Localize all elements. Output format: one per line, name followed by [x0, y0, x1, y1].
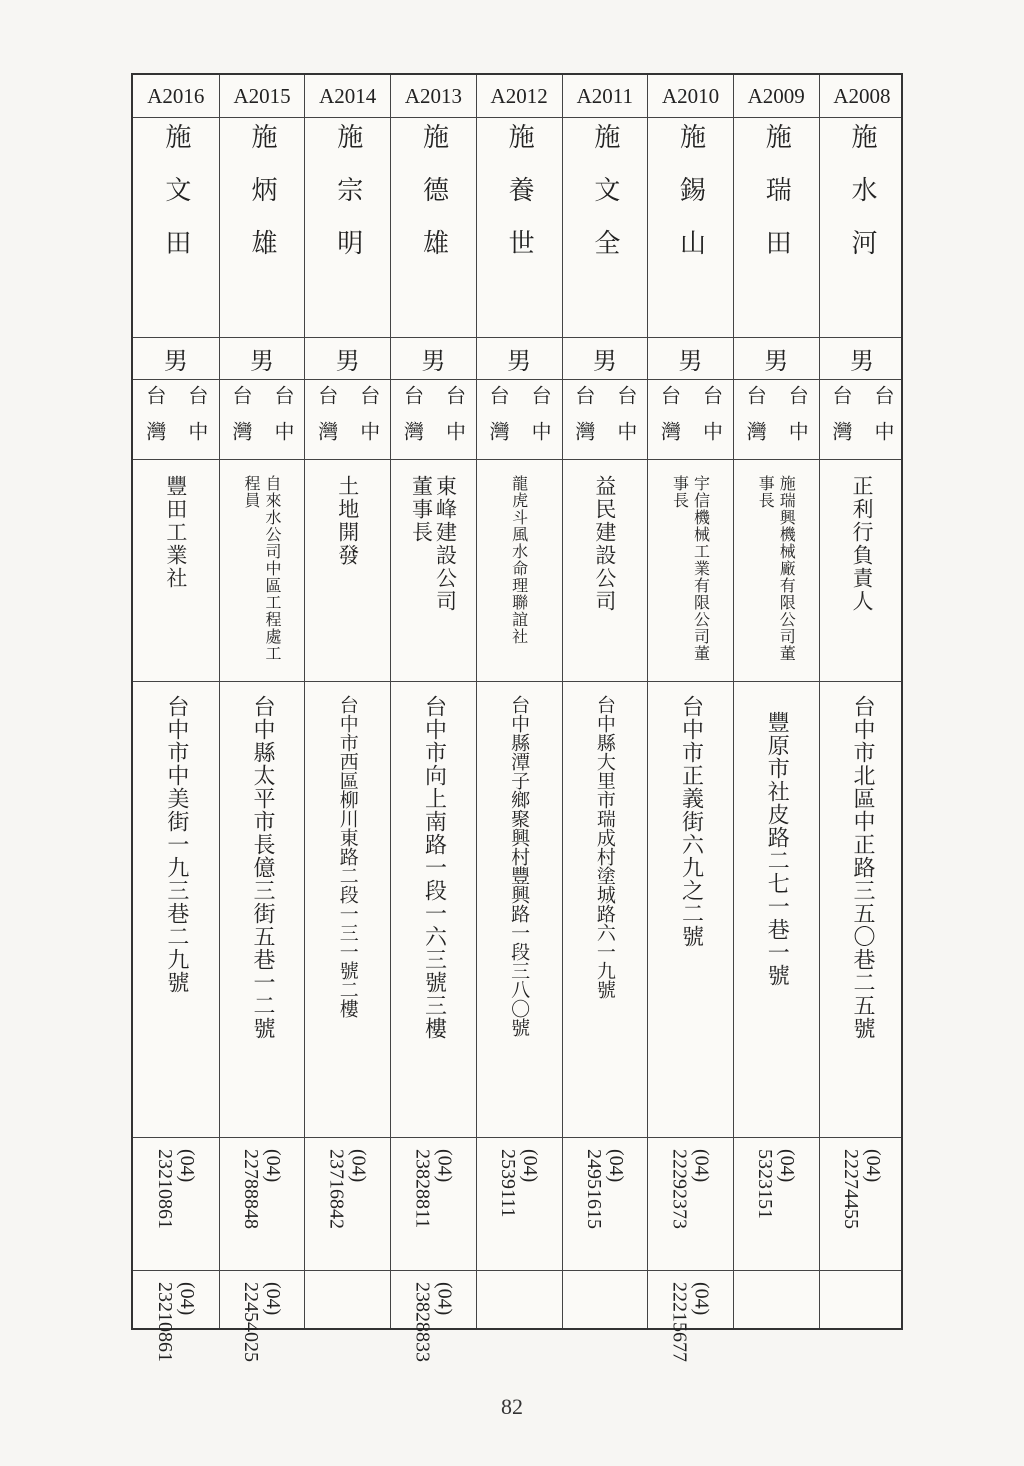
record-column — [819, 75, 905, 1328]
tel-number: 24951615 — [582, 1149, 605, 1229]
member-gender: 男 — [764, 346, 789, 375]
member-gender: 男 — [507, 346, 532, 375]
member-occupation: 自來水公司中區工程處工程員 — [242, 475, 283, 662]
record-column — [733, 75, 819, 1328]
member-gender: 男 — [592, 346, 617, 375]
member-table — [131, 73, 903, 1362]
member-code: A2012 — [490, 83, 548, 108]
member-address: 台中市北區中正路三五〇巷二五號 — [849, 695, 875, 1040]
member-occupation: 龍虎斗風水命理聯誼社 — [509, 475, 529, 645]
member-gender: 男 — [163, 346, 188, 375]
member-code: A2013 — [404, 83, 463, 108]
member-origin: 台灣 — [486, 385, 511, 457]
member-address: 台中市中美街一九三巷二九號 — [163, 695, 189, 994]
member-address: 豐原市社皮路二七一巷一號 — [764, 711, 790, 987]
tel-number: 22274455 — [839, 1149, 862, 1229]
member-name: 施文全 — [589, 123, 620, 282]
member-birthplace: 台中 — [699, 385, 724, 457]
tel-area-code: (04) — [604, 1149, 627, 1183]
member-birthplace: 台中 — [785, 385, 810, 457]
member-origin: 台灣 — [142, 385, 167, 457]
tel-area-code: (04) — [776, 1149, 799, 1183]
tel-number: 5323151 — [754, 1149, 777, 1219]
tel-area-code: (04) — [175, 1149, 198, 1183]
member-occupation: 宇信機械工業有限公司董事長 — [670, 475, 711, 662]
tel2-area-code: (04) — [690, 1282, 713, 1316]
tel-area-code: (04) — [433, 1149, 456, 1183]
tel-area-code: (04) — [861, 1149, 884, 1183]
member-name: 施錫山 — [675, 123, 706, 282]
member-name: 施養世 — [504, 123, 535, 282]
page-number: 82 — [501, 1394, 523, 1419]
member-birthplace: 台中 — [613, 385, 638, 457]
member-code: A2008 — [833, 83, 891, 108]
member-name: 施炳雄 — [247, 123, 278, 282]
member-gender: 男 — [849, 346, 874, 375]
tel2-area-code: (04) — [262, 1282, 285, 1316]
member-birthplace: 台中 — [528, 385, 553, 457]
tel-area-code: (04) — [519, 1149, 542, 1183]
tel-number: 2539111 — [497, 1149, 520, 1218]
member-gender: 男 — [335, 346, 360, 375]
member-address: 台中市向上南路一段一六三號三樓 — [421, 695, 447, 1040]
record-column — [133, 75, 219, 1362]
member-birthplace: 台中 — [870, 385, 895, 457]
member-occupation: 東峰建設公司董事長 — [409, 475, 458, 613]
tel2-area-code: (04) — [175, 1282, 198, 1316]
tel-number: 23716842 — [325, 1149, 348, 1229]
tel2-number: 23828833 — [411, 1282, 434, 1362]
record-column — [476, 75, 562, 1328]
tel2-number: 23210861 — [153, 1282, 176, 1362]
tel-number: 22292373 — [668, 1149, 691, 1229]
member-birthplace: 台中 — [184, 385, 209, 457]
member-origin: 台灣 — [828, 385, 853, 457]
tel2-area-code: (04) — [433, 1282, 456, 1316]
member-address: 台中市正義街六九之二號 — [678, 695, 704, 948]
member-address: 台中縣大里市瑞成村塗城路六一九號 — [593, 695, 616, 999]
member-origin: 台灣 — [229, 385, 254, 457]
member-address: 台中縣潭子鄉聚興村豐興路一段三八〇號 — [508, 695, 531, 1037]
record-column — [647, 75, 733, 1362]
member-birthplace: 台中 — [271, 385, 296, 457]
member-origin: 台灣 — [314, 385, 339, 457]
member-name: 施宗明 — [332, 123, 363, 282]
record-column — [304, 75, 390, 1328]
member-code: A2011 — [576, 83, 634, 108]
member-gender: 男 — [421, 346, 446, 375]
record-column — [390, 75, 476, 1362]
member-address: 台中縣太平市長億三街五巷一二號 — [250, 695, 276, 1040]
tel-number: 23210861 — [153, 1149, 176, 1229]
tel-area-code: (04) — [690, 1149, 713, 1183]
member-origin: 台灣 — [657, 385, 682, 457]
tel2-number: 22215677 — [668, 1282, 691, 1362]
member-birthplace: 台中 — [356, 385, 381, 457]
member-name: 施水河 — [846, 123, 877, 282]
tel-number: 23828811 — [411, 1149, 434, 1229]
member-origin: 台灣 — [571, 385, 596, 457]
record-column — [562, 75, 648, 1328]
member-origin: 台灣 — [743, 385, 768, 457]
member-birthplace: 台中 — [442, 385, 467, 457]
member-name: 施德雄 — [418, 123, 449, 282]
tel-area-code: (04) — [262, 1149, 285, 1183]
member-address: 台中市西區柳川東路二段一三一號二樓 — [336, 695, 359, 1018]
tel-area-code: (04) — [347, 1149, 370, 1183]
member-gender: 男 — [678, 346, 703, 375]
record-column — [219, 75, 305, 1362]
member-code: A2014 — [319, 83, 377, 108]
member-code: A2015 — [233, 83, 291, 108]
member-occupation: 益民建設公司 — [592, 475, 617, 613]
member-name: 施文田 — [160, 123, 191, 282]
member-occupation: 施瑞興機械廠有限公司董事長 — [756, 475, 797, 662]
member-code: A2016 — [147, 83, 205, 108]
tel-number: 22788848 — [240, 1149, 263, 1229]
member-name: 施瑞田 — [761, 123, 792, 282]
member-occupation: 正利行負責人 — [849, 475, 874, 613]
member-code: A2010 — [661, 83, 720, 108]
member-gender: 男 — [250, 346, 275, 375]
member-code: A2009 — [747, 83, 805, 108]
member-occupation: 豐田工業社 — [163, 475, 188, 590]
member-origin: 台灣 — [400, 385, 425, 457]
tel2-number: 22454025 — [240, 1282, 263, 1362]
member-occupation: 土地開發 — [335, 475, 360, 567]
